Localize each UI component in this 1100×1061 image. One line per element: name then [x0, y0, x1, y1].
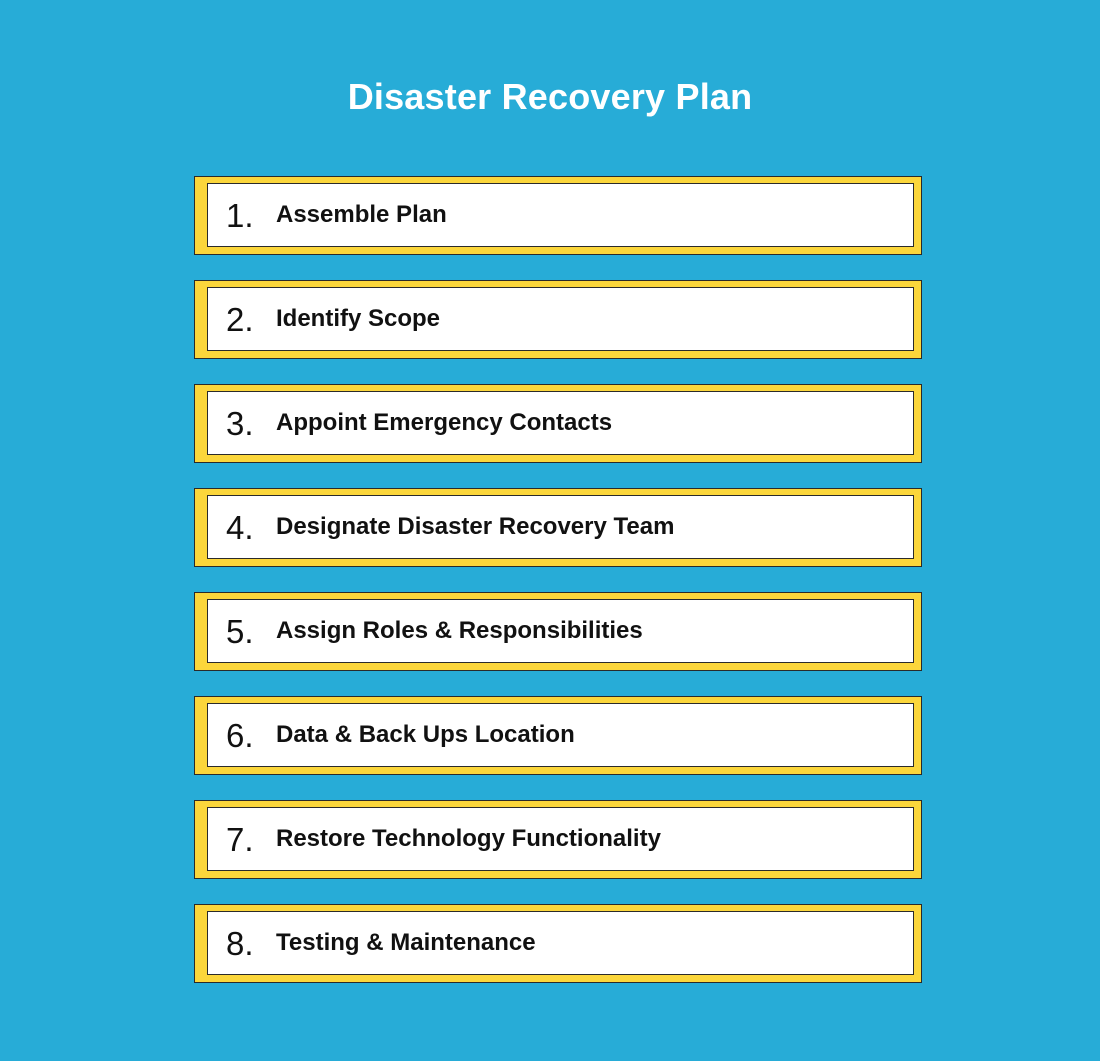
step-label: Appoint Emergency Contacts	[276, 409, 613, 436]
step-item-8	[194, 904, 922, 983]
step-label: Restore Technology Functionality	[276, 825, 661, 852]
step-item-2	[194, 280, 922, 359]
step-label: Data & Back Ups Location	[276, 721, 575, 748]
step-card	[207, 911, 914, 975]
step-item-3	[194, 384, 922, 463]
step-item-5	[194, 592, 922, 671]
step-card	[207, 495, 914, 559]
step-card	[207, 287, 914, 351]
step-number: 3.	[226, 404, 254, 442]
step-label: Designate Disaster Recovery Team	[276, 513, 675, 540]
step-number: 1.	[226, 196, 254, 234]
step-item-6	[194, 696, 922, 775]
step-number: 5.	[226, 612, 254, 650]
step-number: 2.	[226, 300, 254, 338]
step-label: Testing & Maintenance	[276, 929, 536, 956]
step-number: 6.	[226, 716, 254, 754]
step-card	[207, 599, 914, 663]
step-card	[207, 183, 914, 247]
step-number: 7.	[226, 820, 254, 858]
step-label: Assign Roles & Responsibilities	[276, 617, 643, 644]
step-number: 8.	[226, 924, 254, 962]
step-card	[207, 807, 914, 871]
step-item-7	[194, 800, 922, 879]
step-item-1	[194, 176, 922, 255]
step-list	[194, 176, 922, 1008]
step-label: Assemble Plan	[276, 201, 447, 228]
step-card	[207, 391, 914, 455]
step-card	[207, 703, 914, 767]
step-label: Identify Scope	[276, 305, 441, 332]
page-title: Disaster Recovery Plan	[347, 76, 753, 117]
step-item-4	[194, 488, 922, 567]
step-number: 4.	[226, 508, 254, 546]
